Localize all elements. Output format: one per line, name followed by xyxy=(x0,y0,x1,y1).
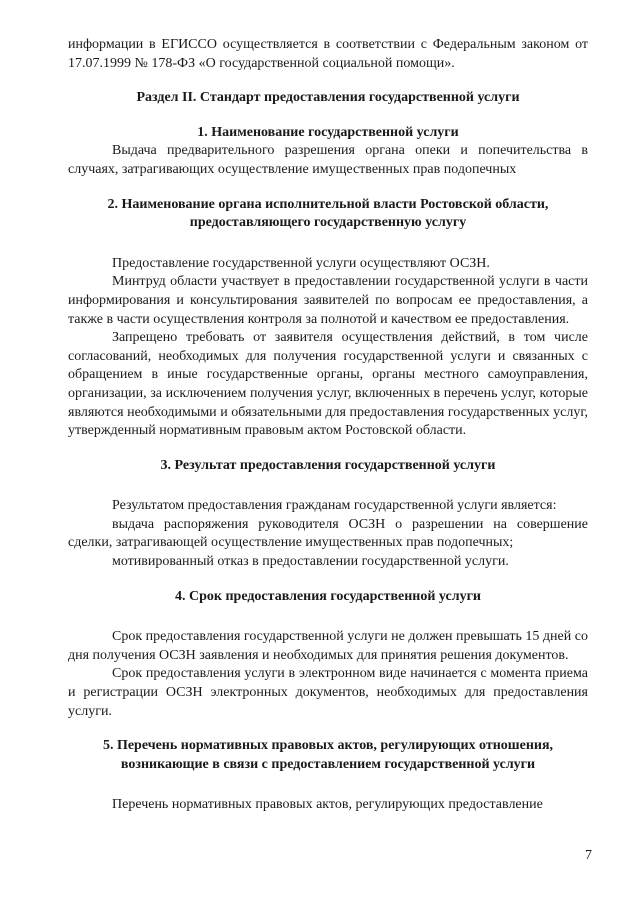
heading-2-line-1: 2. Наименование органа исполнительной власти Ростовской области, xyxy=(107,196,549,212)
heading-3: 3. Результат предоставления государственной услуги xyxy=(160,457,496,473)
section-2-paragraph-2: Минтруд области участвует в предоставлении государственной услуги в части информирования и консультирования заявителей по вопросам ее предоставления, а также в части осуществления контроля за полнотой и качеством ее предоставления. xyxy=(68,274,588,327)
section-2-paragraph-3: Запрещено требовать от заявителя осуществления действий, в том числе согласований, необходимых для получения государственной услуги и связанных с обращением в иные государственные органы, органы местного самоуправления, организации, за исключением получения услуг, включенных в перечень услуг, которые являются необходимыми и обязательными для предоставления государственных услуг, утвержденный нормативным правовым актом Ростовской области. xyxy=(68,330,588,439)
page-number: 7 xyxy=(585,848,592,863)
section-5-paragraph-1: Перечень нормативных правовых актов, регулирующих предоставление xyxy=(112,797,543,813)
section-4-paragraph-2: Срок предоставления услуги в электронном виде начинается с момента приема и регистрации ОСЗН электронных документов, необходимых для предоставления услуги. xyxy=(68,666,588,719)
heading-5-line-1: 5. Перечень нормативных правовых актов, регулирующих отношения, xyxy=(102,738,554,754)
intro-paragraph: информации в ЕГИССО осуществляется в соответствии с Федеральным законом от 17.07.1999 № 178-ФЗ «О государственной социальной помощи». xyxy=(68,37,588,71)
section-2-paragraph-1: Предоставление государственной услуги осуществляют ОСЗН. xyxy=(112,255,490,271)
section-3-paragraph-2: выдача распоряжения руководителя ОСЗН о разрешении на совершение сделки, затрагивающей осуществление имущественных прав подопечных; xyxy=(68,516,588,551)
section-3-paragraph-3: мотивированный отказ в предоставлении государственной услуги. xyxy=(112,554,509,570)
heading-4: 4. Срок предоставления государственной услуги xyxy=(175,588,481,604)
heading-5-line-2: возникающие в связи с предоставлением государственной услуги xyxy=(120,756,536,772)
heading-2-line-2: предоставляющего государственную услугу xyxy=(189,215,467,231)
heading-5 xyxy=(68,737,588,774)
section-4-paragraph-1: Срок предоставления государственной услуги не должен превышать 15 дней со дня получения ОСЗН заявления и необходимых для принятия решения документов. xyxy=(68,629,588,663)
section-title: Раздел II. Стандарт предоставления государственной услуги xyxy=(136,90,520,106)
section-3-paragraph-1: Результатом предоставления гражданам государственной услуги является: xyxy=(112,498,557,514)
section-1-paragraph: Выдача предварительного разрешения органа опеки и попечительства в случаях, затрагивающих осуществление имущественных прав подопечных xyxy=(68,143,588,177)
heading-2 xyxy=(68,196,588,233)
heading-1: 1. Наименование государственной услуги xyxy=(197,124,459,140)
